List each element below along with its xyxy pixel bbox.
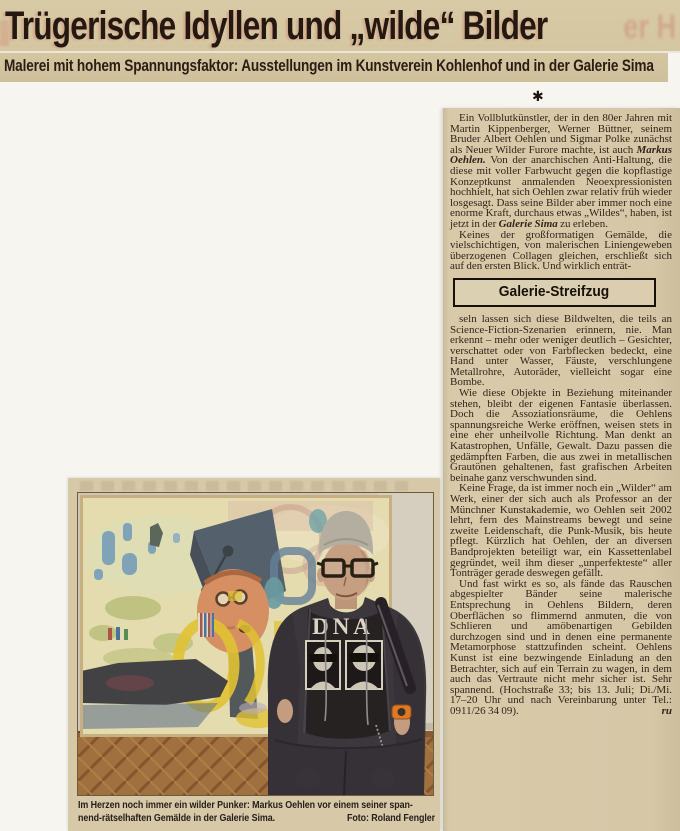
- author-initials: ru: [661, 704, 672, 717]
- dna-shirt-text: DNA: [312, 614, 374, 639]
- photo-illustration: [78, 493, 433, 795]
- headline: Trügerische Idyllen und „wilde“ Bilder: [5, 4, 548, 48]
- newsprint-tint: [78, 493, 433, 795]
- article-paragraph: Ein Vollblutkünstler, der in den 80er Jahren mit Martin Kippenberger, Werner Büttner, seinem Bruder Albert Oehlen und Sigmar Polke zunächst als Neuer Wilder Furore machte, ist auch Markus Oehlen. Von der anarchischen Anti-Haltung, die diese mit voller Farbwucht gegen die kopflastige Konzeptkunst anmalenden Neoexpressionisten hochhielt, hat sich Oehlen zwar relativ früh wieder losgesagt. Dass seine Bilder aber immer noch eine enorme Kraft, durchaus etwas „Wildes“, haben, ist jetzt in der Galerie Sima zu erleben.: [450, 112, 672, 230]
- photo: [78, 493, 433, 795]
- caption-line1: Im Herzen noch immer ein wilder Punker: Markus Oehlen vor einem seiner span-: [78, 799, 413, 811]
- photo-paper-piece: [68, 478, 440, 831]
- caption-line2: nend-rätselhaften Gemälde in der Galerie Sima.: [78, 812, 275, 824]
- paragraphs-after-box: [450, 314, 672, 717]
- paragraphs-before-box: [450, 113, 672, 272]
- paper-seam: [0, 51, 680, 53]
- photo-caption: [78, 799, 435, 825]
- masthead-strip: [0, 0, 680, 82]
- bleed-through-lines: [80, 481, 410, 491]
- article-paragraph: Und fast wirkt es so, als fände das Rauschen abgespielter Bänder seine malerische Entsprechung in Oehlens Bildern, deren Oberflächen so flimmernd anmuten, die von Schlieren und amöbenartigen Gebilden durchzogen sind und in denen eine permanente Metamorphose stattzufinden scheint. Oehlens Kunst ist eine bezwingende Einladung an den Betrachter, sich auf ein Terrain zu wagen, in dem auch das Vertraute nicht mehr sicher ist. Sehr spannend. (Hochstraße 33; bis 13. Juli; Di./Mi. 17–20 Uhr und nach Vereinbarung unter Tel.: 0911/26 34 09). ru: [450, 577, 672, 717]
- article-paragraph: seln lassen sich diese Bildwelten, die teils an Science-Fiction-Szenarien erinnern, nie. Man erkennt – mehr oder weniger deutlich – Gesichter, verschattet oder von Farbflecken bedeckt, eine Hand unter Wasser, Fäuste, verschlungene Metallrohre, Autoräder, vielleicht sogar eine Bombe.: [450, 312, 672, 389]
- article-paragraph: Keine Frage, da ist immer noch ein „Wilder“ am Werk, einer der sich auch als Professor an der Münchner Kunstakademie, wo Oehlen seit 2002 lehrt, fern des Mainstreams bewegt und seine zweite Leidenschaft, die Punk-Musik, bis heute pflegt. Kürzlich hat Oehlen, der an diversen Bandprojekten beteiligt war, ein Kassettenlabel gegründet, weil ihm dieser „unperfekteste“ aller Tonträger gerade deswegen gefällt.: [450, 482, 672, 580]
- article-paragraph: Keines der großformatigen Gemälde, die vielschichtigen, von malerischen Liniengeweben überzogenen Collagen gleichen, erschließt sich auf den ersten Blick. Und wirklich enträt-: [450, 228, 672, 273]
- article-column: [443, 108, 680, 831]
- photo-credit: Foto: Roland Fengler: [346, 812, 435, 824]
- article-paragraph: Wie diese Objekte in Beziehung miteinander stehen, bleibt der eigenen Fantasie überlassen. Doch die Assoziationsräume, die Oehlens spannungsreiche Werke eröffnen, weisen stets in eine eher unheilvolle Richtung. Man denkt an Katastrophen, Unfälle, Gewalt. Dazu passen die gedämpften Farben, die aus zwei in metallischen Grautönen gehaltenen, fast grafischen Arbeiten beinahe ganz verschwunden sind.: [450, 387, 672, 484]
- subheadline: Malerei mit hohem Spannungsfaktor: Ausstellungen im Kunstverein Kohlenhof und in der Galerie Sima: [4, 56, 654, 75]
- galerie-streifzug-box: [453, 278, 656, 307]
- article-column-text: [450, 113, 672, 716]
- galerie-streifzug-label: Galerie-Streifzug: [499, 283, 610, 301]
- section-star: ✱: [532, 88, 544, 104]
- paper-notch: [668, 53, 680, 82]
- bleed-through-text: er H: [623, 8, 676, 46]
